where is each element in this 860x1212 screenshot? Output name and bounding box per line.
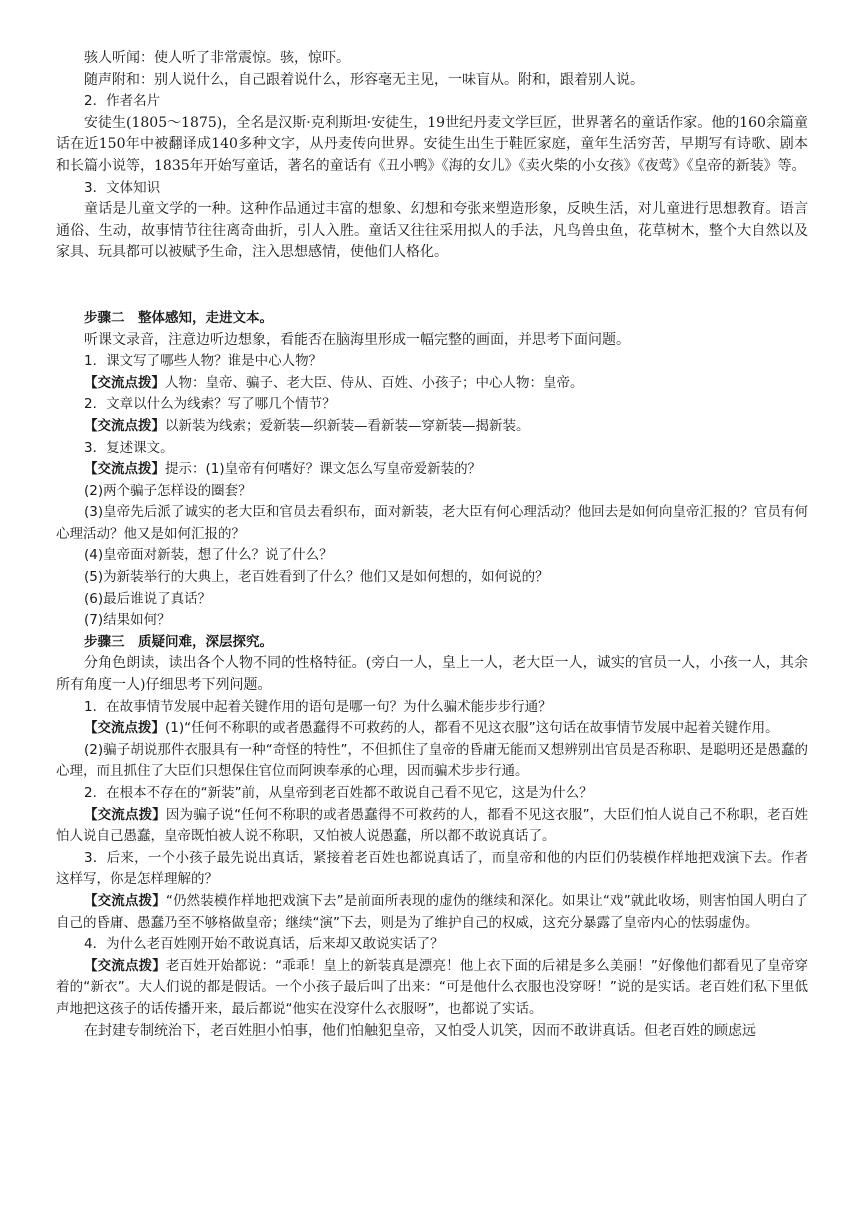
author-heading: 2．作者名片 xyxy=(84,93,161,110)
genre-heading: 3．文体知识 xyxy=(84,179,161,196)
author-section xyxy=(56,91,808,177)
document-page xyxy=(56,48,808,1042)
step3-question-1: 1．在故事情节发展中起着关键作用的语句是哪一句？为什么骗术能步步行通？ xyxy=(84,698,552,715)
genre-section xyxy=(56,178,808,264)
step3-question-4: 4．为什么老百姓刚开始不敢说真话，后来却又敢说实话了？ xyxy=(84,936,444,953)
vocab-entry: 随声附和：别人说什么，自己跟着说什么，形容毫无主见，一味盲从。附和，跟着别人说。 xyxy=(84,71,644,88)
answer-tag: 【交流点拨】 xyxy=(84,806,166,823)
step2-answer-2: 【交流点拨】以新装为线索；爱新装—织新装—看新装—穿新装—揭新装。 xyxy=(84,417,530,434)
hint-item: (3)皇帝先后派了诚实的老大臣和官员去看织布，面对新装，老大臣有何心理活动？他回去是如何向皇帝汇报的？官员有何心理活动？他又是如何汇报的？ xyxy=(56,504,808,542)
step3-answer-4b: 在封建专制统治下，老百姓胆小怕事，他们怕触犯皇帝，又怕受人讥笑，因而不敢讲真话。但老百姓的顾虑远 xyxy=(84,1022,756,1039)
step3-intro: 分角色朗读，读出各个人物不同的性格特征。(旁白一人，皇上一人，老大臣一人，诚实的官员一人，小孩一人，其余所有角度一人)仔细思考下列问题。 xyxy=(56,655,808,694)
step3-question-3: 3．后来，一个小孩子最先说出真话，紧接着老百姓也都说真话了，而皇帝和他的内臣们仍装模作样地把戏演下去。作者这样写，你是怎样理解的？ xyxy=(56,849,808,888)
hint-item: (2)两个骗子怎样设的圈套？ xyxy=(84,482,252,499)
step2-question-3: 3．复述课文。 xyxy=(84,439,174,456)
section-gap xyxy=(56,264,808,308)
step3-title: 步骤三 质疑问难，深层探究。 xyxy=(84,633,273,650)
step2-question-1: 1．课文写了哪些人物？谁是中心人物？ xyxy=(84,353,323,370)
step2-answer-1: 【交流点拨】人物：皇帝、骗子、老大臣、侍从、百姓、小孩子；中心人物：皇帝。 xyxy=(84,374,584,391)
answer-tag: 【交流点拨】 xyxy=(84,461,165,478)
answer-tag: 【交流点拨】 xyxy=(84,417,165,434)
hint-item: (4)皇帝面对新装，想了什么？说了什么？ xyxy=(84,547,333,564)
step2-question-2: 2．文章以什么为线索？写了哪几个情节？ xyxy=(84,396,336,413)
answer-tag: 【交流点拨】 xyxy=(84,720,165,737)
vocab-entry: 骇人听闻：使人听了非常震惊。骇，惊吓。 xyxy=(84,50,350,66)
genre-text: 童话是儿童文学的一种。这种作品通过丰富的想象、幻想和夸张来塑造形象，反映生活，对儿童进行思想教育。语言通俗、生动，故事情节往往离奇曲折，引人入胜。童话又往往采用拟人的手法，凡鸟兽虫鱼，花草树木，整个大自然以及家具、玩具都可以被赋予生命，注入思想感情，使他们人格化。 xyxy=(56,201,808,261)
author-text: 安徒生(1805～1875)，全名是汉斯·克利斯坦·安徒生，19世纪丹麦文学巨匠，世界著名的童话作家。他的160余篇童话在近150年中被翻译成140多种文字，从丹麦传向世界。安徒生出生于鞋匠家庭，童年生活穷苦，早期写有诗歌、剧本和长篇小说等，1835年开始写童话，著名的童话有《丑小鸭》《海的女儿》《卖火柴的小女孩》《夜莺》《皇帝的新装》等。 xyxy=(56,114,808,174)
step2-answer-3: 【交流点拨】提示：(1)皇帝有何嗜好？课文怎么写皇帝爱新装的？ xyxy=(84,461,482,478)
step3-question-2: 2．在根本不存在的“新装”前，从皇帝到老百姓都不敢说自己看不见它，这是为什么？ xyxy=(84,785,593,801)
step3-section xyxy=(56,632,808,1042)
vocabulary-section xyxy=(56,48,808,91)
answer-tag: 【交流点拨】 xyxy=(84,957,166,974)
step3-answer-1b: (2)骗子胡说那件衣服具有一种“奇怪的特性”，不但抓住了皇帝的昏庸无能而又想辨别出官员是否称职、是聪明还是愚蠢的心理，而且抓住了大臣们只想保住官位而阿谀奉承的心理，因而骗术步步行通。 xyxy=(56,741,808,780)
step2-title: 步骤二 整体感知，走进文本。 xyxy=(84,309,273,326)
answer-tag: 【交流点拨】 xyxy=(84,374,165,391)
step3-answer-1: 【交流点拨】(1)“任何不称职的或者愚蠢得不可救药的人，都看不见这衣服”这句话在故事情节发展中起着关键作用。 xyxy=(84,720,779,737)
step2-intro: 听课文录音，注意边听边想象，看能否在脑海里形成一幅完整的画面，并思考下面问题。 xyxy=(84,331,630,348)
hint-item: (5)为新装举行的大典上，老百姓看到了什么？他们又是如何想的，如何说的？ xyxy=(84,569,549,586)
hint-item: (6)最后谁说了真话？ xyxy=(84,590,212,607)
hint-item: (7)结果如何？ xyxy=(84,612,171,629)
step3-answer-3: 【交流点拨】“仍然装模作样地把戏演下去”是前面所表现的虚伪的继续和深化。如果让“戏”就此收场，则害怕国人明白了自己的昏庸、愚蠢乃至不够格做皇帝；继续“演”下去，则是为了维护自己的权威，这充分暴露了皇帝内心的怯弱虚伪。 xyxy=(56,892,808,931)
answer-tag: 【交流点拨】 xyxy=(84,892,166,909)
step3-answer-2: 【交流点拨】因为骗子说“任何不称职的或者愚蠢得不可救药的人，都看不见这衣服”，大臣们怕人说自己不称职，老百姓怕人说自己愚蠢，皇帝既怕被人说不称职，又怕被人说愚蠢，所以都不敢说真话了。 xyxy=(56,806,808,845)
step3-answer-4: 【交流点拨】老百姓开始都说：“乖乖！皇上的新装真是漂亮！他上衣下面的后裙是多么美丽！”好像他们都看见了皇帝穿着的“新衣”。大人们说的都是假话。一个小孩子最后叫了出来：“可是他什么衣服也没穿呀！”说的是实话。老百姓们私下里低声地把这孩子的话传播开来，最后都说“他实在没穿什么衣服呀”，也都说了实话。 xyxy=(56,957,808,1017)
step2-section xyxy=(56,308,808,632)
